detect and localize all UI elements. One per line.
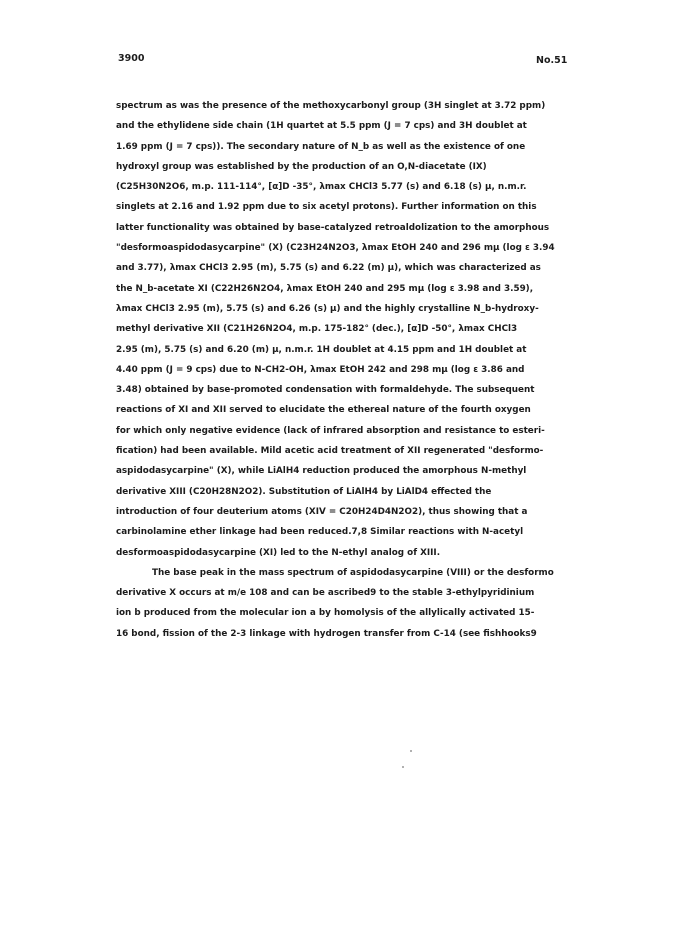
- text-line: and 3.77), λmax CHCl3 2.95 (m), 5.75 (s) and 6.22 (m) μ), which was characterized as: [116, 263, 541, 274]
- text-line: reactions of XI and XII served to elucidate the ethereal nature of the fourth oxygen: [116, 405, 531, 416]
- page-number: 3900: [118, 53, 145, 64]
- text-line: 4.40 ppm (J = 9 cps) due to N-CH2-OH, λmax EtOH 242 and 298 mμ (log ε 3.86 and: [116, 364, 525, 375]
- text-line: latter functionality was obtained by base-catalyzed retroaldolization to the amorphous: [116, 222, 550, 233]
- scan-speck: [402, 766, 404, 768]
- text-line: the N_b-acetate XI (C22H26N2O4, λmax EtOH 240 and 295 mμ (log ε 3.98 and 3.59),: [116, 283, 534, 294]
- text-line: methyl derivative XII (C21H26N2O4, m.p. 175-182° (dec.), [α]D -50°, λmax CHCl3: [116, 324, 518, 335]
- text-line: 2.95 (m), 5.75 (s) and 6.20 (m) μ, n.m.r. 1H doublet at 4.15 ppm and 1H doublet at: [116, 344, 527, 355]
- journal-number: No.51: [536, 55, 568, 66]
- text-line: aspidodasycarpine" (X), while LiAlH4 reduction produced the amorphous N-methyl: [116, 466, 527, 477]
- text-line: "desformoaspidodasycarpine" (X) (C23H24N2O3, λmax EtOH 240 and 296 mμ (log ε 3.94: [116, 243, 555, 254]
- text-line: ion b produced from the molecular ion a by homolysis of the allylically activated 15-: [116, 608, 535, 619]
- text-line: derivative X occurs at m/e 108 and can be ascribed9 to the stable 3-ethylpyridinium: [116, 588, 535, 599]
- text-line: 3.48) obtained by base-promoted condensation with formaldehyde. The subsequent: [116, 385, 535, 396]
- body-text: [116, 96, 584, 644]
- paragraph-start-line: The base peak in the mass spectrum of aspidodasycarpine (VIII) or the desformo: [152, 567, 554, 578]
- scan-speck: [410, 750, 412, 752]
- text-line: 1.69 ppm (J = 7 cps)). The secondary nature of N_b as well as the existence of one: [116, 141, 526, 152]
- text-line: fication) had been available. Mild acetic acid treatment of XII regenerated "desformo-: [116, 446, 544, 457]
- text-line: λmax CHCl3 2.95 (m), 5.75 (s) and 6.26 (s) μ) and the highly crystalline N_b-hydroxy-: [116, 303, 539, 314]
- text-line: for which only negative evidence (lack of infrared absorption and resistance to esteri-: [116, 425, 545, 436]
- text-line: desformoaspidodasycarpine (XI) led to the N-ethyl analog of XIII.: [116, 547, 441, 558]
- text-line: 16 bond, fission of the 2-3 linkage with hydrogen transfer from C-14 (see fishhooks9: [116, 628, 537, 639]
- text-line: singlets at 2.16 and 1.92 ppm due to six acetyl protons). Further information on this: [116, 202, 537, 213]
- text-line: introduction of four deuterium atoms (XIV = C20H24D4N2O2), thus showing that a: [116, 506, 528, 517]
- text-line: spectrum as was the presence of the methoxycarbonyl group (3H singlet at 3.72 ppm): [116, 101, 546, 111]
- text-line: carbinolamine ether linkage had been reduced.7,8 Similar reactions with N-acetyl: [116, 527, 524, 538]
- text-line: derivative XIII (C20H28N2O2). Substitution of LiAlH4 by LiAlD4 effected the: [116, 486, 492, 497]
- text-line: and the ethylidene side chain (1H quartet at 5.5 ppm (J = 7 cps) and 3H doublet at: [116, 121, 527, 132]
- text-line: hydroxyl group was established by the production of an O,N-diacetate (IX): [116, 161, 487, 172]
- text-line: (C25H30N2O6, m.p. 111-114°, [α]D -35°, λmax CHCl3 5.77 (s) and 6.18 (s) μ, n.m.r.: [116, 182, 527, 193]
